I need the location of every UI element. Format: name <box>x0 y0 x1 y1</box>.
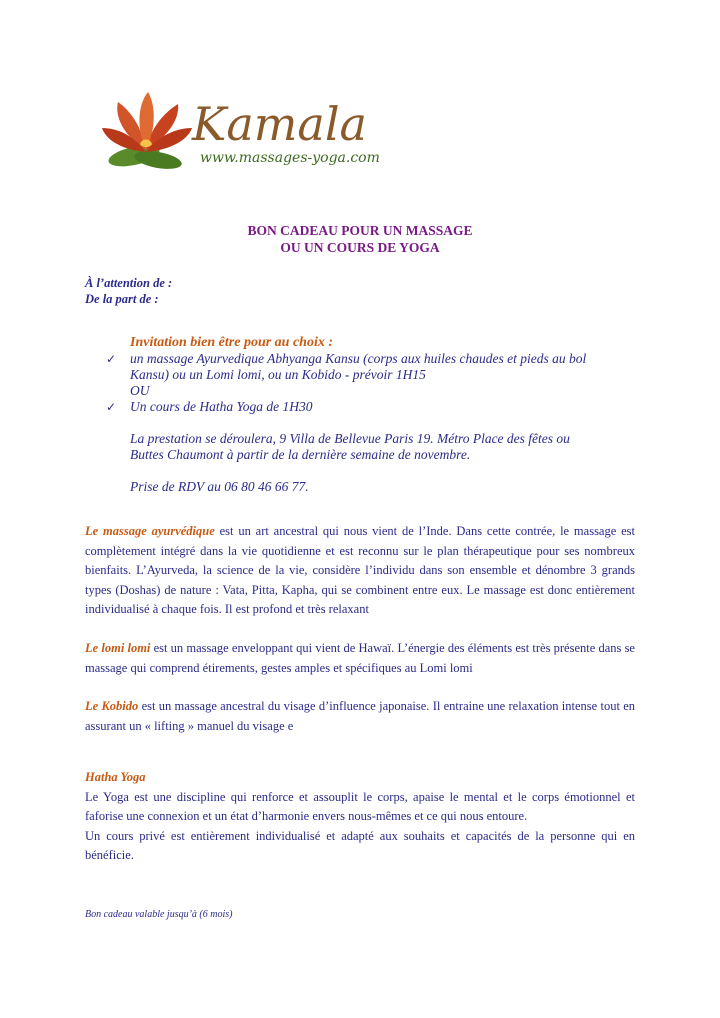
option-massage-line-2: Kansu) ou un Lomi lomi, ou un Kobido - prévoir 1H15 <box>130 367 426 382</box>
title-line-1: BON CADEAU POUR UN MASSAGE <box>247 223 473 238</box>
validity-note: Bon cadeau valable jusqu’à (6 mois) <box>85 909 233 920</box>
invitation-heading: Invitation bien être pour au choix : <box>130 335 334 350</box>
lomi-paragraph <box>85 639 635 678</box>
option-or: OU <box>130 383 150 398</box>
title-line-2: OU UN COURS DE YOGA <box>280 240 440 255</box>
kobido-paragraph <box>85 697 635 736</box>
logo-url: www.massages-yoga.com <box>200 150 380 166</box>
yoga-paragraph <box>85 768 635 866</box>
lotus-logo-icon <box>96 88 386 178</box>
lomi-text: est un massage enveloppant qui vient de Hawaï. L’énergie des éléments est très présente dans se massage qui comprend étirements, gestes amples et spécifiques au Lomi lomi <box>85 641 635 675</box>
yoga-text-1: Le Yoga est une discipline qui renforce et assouplit le corps, apaise le mental et le corps émotionnel et faforise une connexion et un état d’harmonie envers nous-mêmes et ce qui nous entoure. <box>85 789 635 823</box>
option-yoga <box>106 399 666 415</box>
ayurvedic-paragraph <box>85 522 635 620</box>
yoga-text-2: Un cours privé est entièrement individualisé et adapté aux souhaits et capacités de la personne qui en bénéficie. <box>85 828 635 862</box>
attention-block <box>85 275 172 307</box>
kobido-term: Le Kobido <box>85 699 139 713</box>
invitation-block <box>106 335 666 495</box>
page-title <box>0 222 720 256</box>
kobido-text: est un massage ancestral du visage d’influence japonaise. Il entraine une relaxation intense tout en assurant un « lifting » manuel du visage e <box>85 699 636 733</box>
location-line-2: Buttes Chaumont à partir de la dernière semaine de novembre. <box>130 447 471 462</box>
ayurvedic-term: Le massage ayurvédique <box>85 524 215 538</box>
option-massage-line-1: un massage Ayurvedique Abhyanga Kansu (corps aux huiles chaudes et pieds au bol <box>130 351 587 366</box>
option-massage <box>106 351 666 399</box>
appointment-text: Prise de RDV au 06 80 46 66 77. <box>130 479 309 494</box>
kamala-logo <box>96 88 386 178</box>
option-yoga-text: Un cours de Hatha Yoga de 1H30 <box>130 399 313 414</box>
logo-name: Kamala <box>192 97 367 151</box>
checkmark-icon: ✓ <box>106 352 117 366</box>
ayurvedic-text: est un art ancestral qui nous vient de l’Inde. Dans cette contrée, le massage est complètement intégré dans la vie quotidienne et est reconnu sur le plan thérapeutique pour ses nombreux bienfaits. L’Ayurveda, la science de la vie, considère l’individu dans son ensemble et dénombre 3 grands types (Doshas) de nature : Vata, Pitta, Kapha, qui se combinent entre eux. Le massage est donc entièrement individualisé à chaque fois. Il est profond et très relaxant <box>85 524 635 616</box>
attention-from: De la part de : <box>85 292 159 306</box>
yoga-term: Hatha Yoga <box>85 770 146 784</box>
lomi-term: Le lomi lomi <box>85 641 151 655</box>
location-line-1: La prestation se déroulera, 9 Villa de Bellevue Paris 19. Métro Place des fêtes ou <box>130 431 570 446</box>
location-text <box>106 431 666 463</box>
checkmark-icon: ✓ <box>106 400 117 414</box>
attention-to: À l’attention de : <box>85 276 173 290</box>
